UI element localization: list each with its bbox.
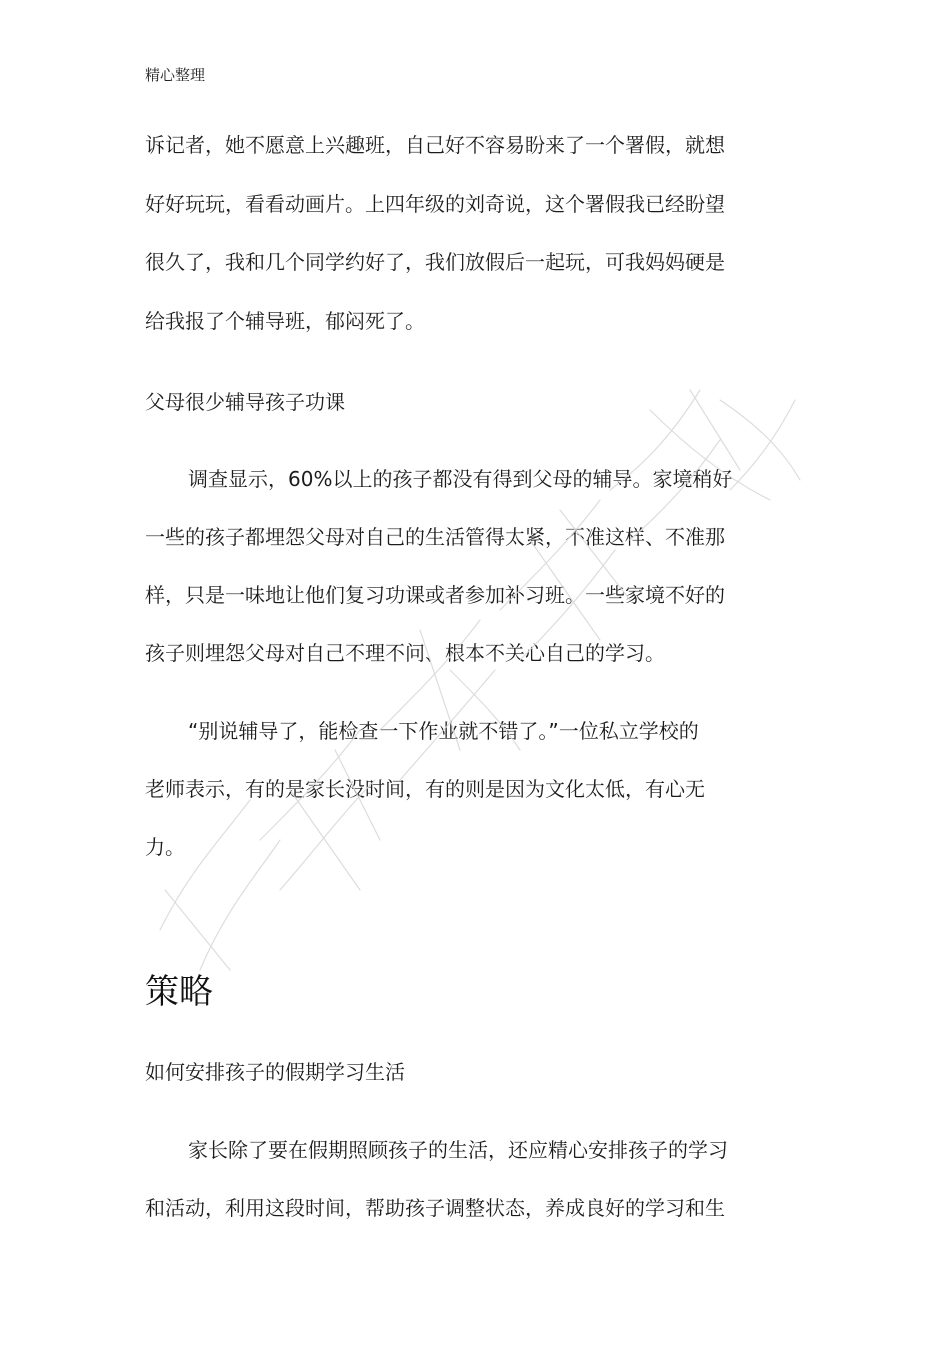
paragraph-line: 家长除了要在假期照顾孩子的生活，还应精心安排孩子的学习 xyxy=(188,1138,728,1162)
paragraph-line: 老师表示，有的是家长没时间，有的则是因为文化太低，有心无 xyxy=(145,777,705,801)
subheading: 如何安排孩子的假期学习生活 xyxy=(145,1060,405,1084)
paragraph-line: 一些的孩子都埋怨父母对自己的生活管得太紧，不准这样、不准那 xyxy=(145,525,725,549)
page-header: 精心整理 xyxy=(145,66,206,84)
paragraph-line: 样，只是一味地让他们复习功课或者参加补习班。一些家境不好的 xyxy=(145,583,725,607)
subheading: 父母很少辅导孩子功课 xyxy=(145,390,345,414)
watermark-graphic xyxy=(130,370,830,990)
paragraph-line: “别说辅导了，能检查一下作业就不错了。”一位私立学校的 xyxy=(188,719,699,743)
paragraph-line: 很久了，我和几个同学约好了，我们放假后一起玩，可我妈妈硬是 xyxy=(145,250,725,274)
paragraph-line: 给我报了个辅导班，郁闷死了。 xyxy=(145,309,425,333)
paragraph-line: 好好玩玩，看看动画片。上四年级的刘奇说，这个署假我已经盼望 xyxy=(145,192,725,216)
paragraph-line: 和活动，利用这段时间，帮助孩子调整状态，养成良好的学习和生 xyxy=(145,1196,725,1220)
paragraph-line: 力。 xyxy=(145,835,185,859)
section-title: 策略 xyxy=(145,972,213,1012)
paragraph-line: 调查显示，60%以上的孩子都没有得到父母的辅导。家境稍好 xyxy=(188,467,733,491)
paragraph-line: 诉记者，她不愿意上兴趣班，自己好不容易盼来了一个署假，就想 xyxy=(145,133,725,157)
paragraph-line: 孩子则埋怨父母对自己不理不问、根本不关心自己的学习。 xyxy=(145,641,665,665)
